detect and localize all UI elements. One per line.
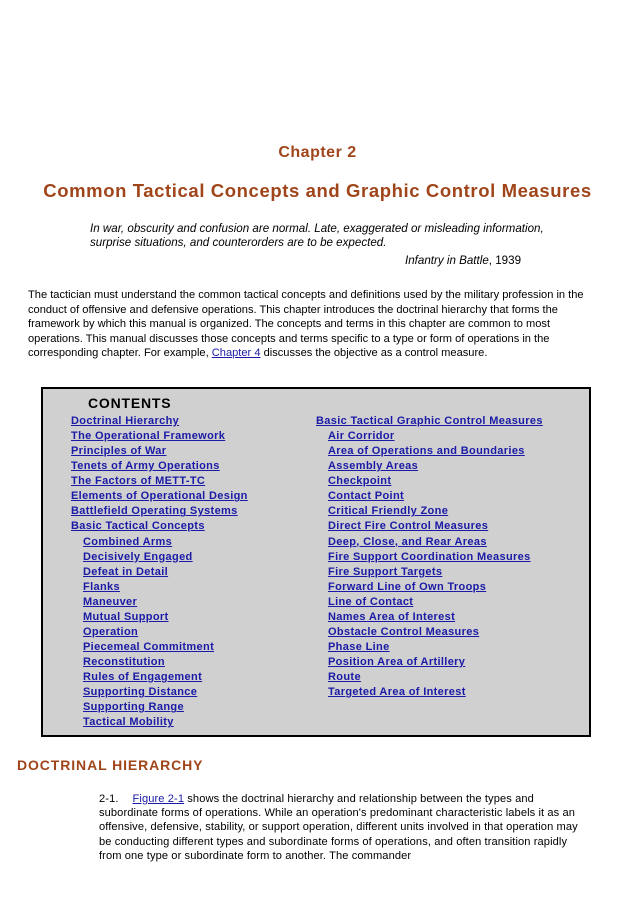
contents-link[interactable]: Air Corridor (328, 430, 395, 443)
contents-title: CONTENTS (88, 395, 172, 411)
chapter-number: Chapter 2 (278, 144, 357, 161)
intro-paragraph (28, 288, 608, 361)
contents-link[interactable]: Checkpoint (328, 475, 392, 488)
epigraph-source-title: Infantry in Battle (405, 254, 489, 267)
contents-item (316, 414, 543, 429)
contents-link[interactable]: Tactical Mobility (83, 716, 174, 729)
contents-link[interactable]: Doctrinal Hierarchy (71, 415, 180, 427)
contents-item (316, 474, 543, 489)
contents-link[interactable]: Fire Support Targets (328, 565, 443, 578)
contents-item (316, 670, 543, 685)
contents-item (71, 670, 248, 685)
contents-link[interactable]: Fire Support Coordination Measures (328, 550, 531, 563)
contents-item (316, 504, 543, 519)
contents-link[interactable]: Mutual Support (83, 610, 169, 623)
figure-2-1-link[interactable]: Figure 2-1 (132, 793, 185, 805)
contents-link[interactable]: Names Area of Interest (328, 610, 456, 623)
contents-item (316, 565, 543, 580)
contents-link[interactable]: Operation (83, 625, 139, 638)
contents-item (71, 504, 248, 519)
contents-link[interactable]: Rules of Engagement (83, 671, 203, 684)
contents-item (316, 625, 543, 640)
contents-link[interactable]: Position Area of Artillery (328, 656, 466, 668)
section-heading: DOCTRINAL HIERARCHY (17, 757, 204, 773)
paragraph-number: 2-1. (99, 793, 119, 805)
contents-link[interactable]: Reconstitution (83, 656, 165, 668)
contents-link[interactable]: Contact Point (328, 490, 405, 503)
contents-item (71, 715, 248, 730)
contents-item (71, 640, 248, 655)
contents-link[interactable]: Basic Tactical Graphic Control Measures (316, 415, 543, 427)
contents-link[interactable]: Elements of Operational Design (71, 490, 248, 503)
contents-item (71, 580, 248, 595)
contents-link[interactable]: Forward Line of Own Troops (328, 580, 487, 593)
contents-item (316, 610, 543, 625)
contents-item (71, 474, 248, 489)
contents-box (41, 387, 591, 737)
contents-link[interactable]: Supporting Range (83, 701, 184, 714)
contents-link[interactable]: Direct Fire Control Measures (328, 520, 489, 533)
contents-link[interactable]: Piecemeal Commitment (83, 640, 215, 653)
contents-item (71, 444, 248, 459)
contents-item (316, 535, 543, 550)
contents-link[interactable]: Principles of War (71, 445, 167, 458)
chapter-title: Common Tactical Concepts and Graphic Control Measures (43, 180, 592, 201)
contents-item (316, 489, 543, 504)
contents-item (71, 565, 248, 580)
epigraph-source-year: , 1939 (488, 254, 522, 267)
contents-item (316, 459, 543, 474)
contents-item (71, 429, 248, 444)
contents-link[interactable]: Line of Contact (328, 595, 414, 608)
contents-item (316, 685, 543, 700)
contents-item (71, 414, 248, 429)
contents-link[interactable]: Phase Line (328, 640, 390, 653)
epigraph-source (405, 254, 521, 268)
contents-item (71, 550, 248, 565)
contents-link[interactable]: Basic Tactical Concepts (71, 520, 205, 533)
contents-link[interactable]: Supporting Distance (83, 686, 198, 699)
contents-right-column (316, 414, 543, 700)
contents-link[interactable]: Obstacle Control Measures (328, 625, 480, 638)
contents-item (71, 655, 248, 670)
contents-item (316, 640, 543, 655)
contents-item (316, 444, 543, 459)
contents-item (71, 535, 248, 550)
contents-item (316, 429, 543, 444)
body-paragraph (99, 792, 589, 863)
contents-link[interactable]: Deep, Close, and Rear Areas (328, 535, 487, 548)
contents-link[interactable]: Battlefield Operating Systems (71, 505, 238, 518)
contents-link[interactable]: The Factors of METT-TC (71, 475, 206, 488)
contents-item (71, 489, 248, 504)
contents-link[interactable]: Combined Arms (83, 535, 173, 548)
contents-item (71, 700, 248, 715)
contents-item (71, 685, 248, 700)
contents-item (71, 595, 248, 610)
contents-left-column (71, 414, 248, 730)
contents-link[interactable]: The Operational Framework (71, 430, 226, 443)
contents-item (71, 625, 248, 640)
contents-link[interactable]: Flanks (83, 580, 120, 593)
contents-link[interactable]: Defeat in Detail (83, 565, 169, 578)
contents-item (316, 595, 543, 610)
contents-item (71, 459, 248, 474)
contents-item (71, 519, 248, 534)
paragraph-text: shows the doctrinal hierarchy and relationship between the types and subordinate forms of operations. While an operation's predominant characteristic labels it as an offensive, defensive, stability, or support operation, different units involved in that operation may be conducting different types and subordinate forms of operations, and often transition rapidly from one type or subordinate form to another. The commander (99, 793, 578, 862)
contents-item (71, 610, 248, 625)
intro-text: The tactician must understand the common tactical concepts and definitions used by the military profession in the conduct of offensive and defensive operations. This chapter introduces the doctrinal hierarchy that forms the framework by which this manual is organized. The concepts and terms in this chapter are common to most operations. This manual discusses those concepts and terms specific to a type or form of operations in the corresponding chapter. For example, (28, 289, 584, 360)
contents-item (316, 550, 543, 565)
contents-item (316, 655, 543, 670)
contents-link[interactable]: Maneuver (83, 595, 138, 608)
contents-link[interactable]: Route (328, 671, 361, 684)
epigraph-quote: In war, obscurity and confusion are normal. Late, exaggerated or misleading information, surprise situations, and counterorders are to be expected. (90, 222, 544, 249)
contents-link[interactable]: Assembly Areas (328, 460, 419, 473)
contents-item (316, 519, 543, 534)
contents-link[interactable]: Area of Operations and Boundaries (328, 445, 525, 458)
contents-link[interactable]: Tenets of Army Operations (71, 460, 220, 473)
intro-text-end: discusses the objective as a control measure. (260, 347, 488, 360)
chapter-4-link[interactable]: Chapter 4 (211, 347, 261, 360)
contents-link[interactable]: Decisively Engaged (83, 550, 193, 563)
contents-link[interactable]: Targeted Area of Interest (328, 686, 466, 699)
contents-item (316, 580, 543, 595)
contents-link[interactable]: Critical Friendly Zone (328, 505, 449, 518)
